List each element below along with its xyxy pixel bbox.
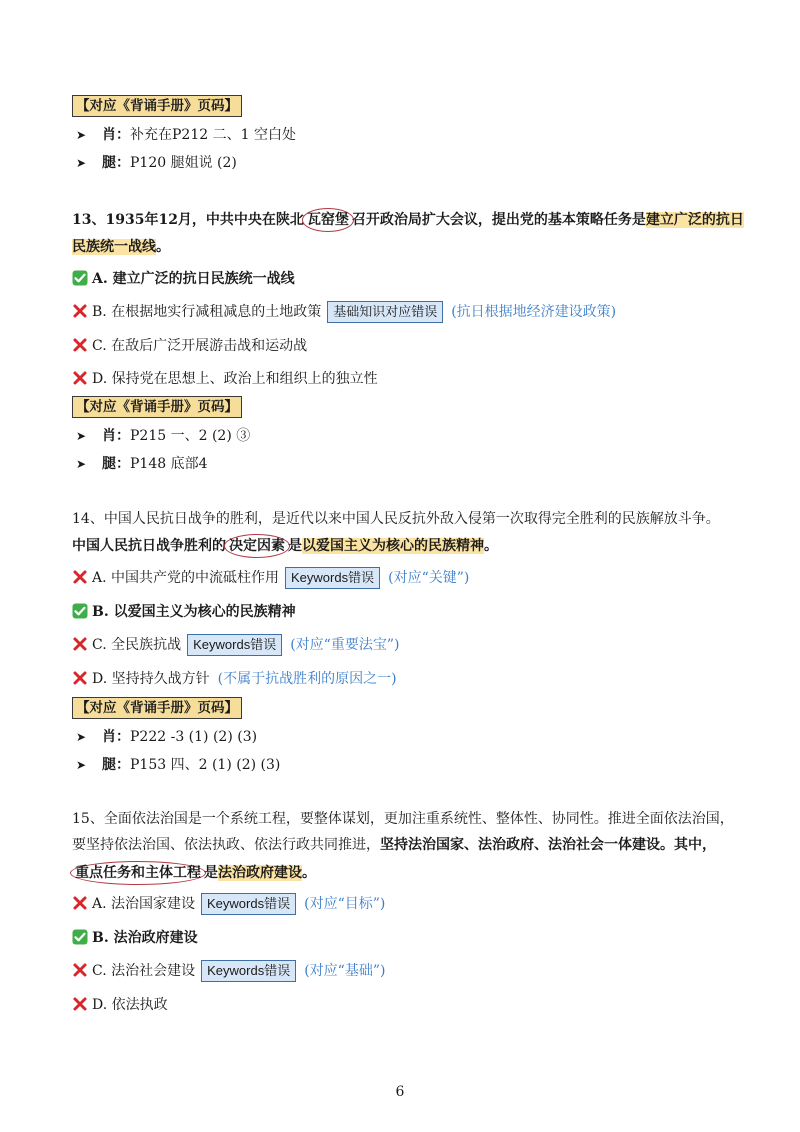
page-number: 6	[395, 1084, 405, 1100]
q13-option-a: A. 建立广泛的抗日民族统一战线	[72, 268, 295, 290]
question-14-stem-line2: 中国人民抗日战争胜利的 决定因素 是以爱国主义为核心的民族精神。	[72, 534, 498, 556]
q15-option-b: B. 法治政府建设	[72, 927, 198, 949]
tui-ref: ➤ 腿：P148 底部4	[76, 453, 208, 475]
check-box-icon	[72, 603, 88, 619]
red-x-icon	[72, 303, 88, 319]
red-x-icon	[72, 370, 88, 386]
q15-option-a: A. 法治国家建设 Keywords错误 (对应“目标”)	[72, 893, 385, 915]
question-15-stem-line2: 要坚持依法治国、依法执政、依法行政共同推进，坚持法治国家、法治政府、法治社会一体建设。其中，	[72, 837, 716, 853]
arrow-bullet-icon: ➤	[76, 758, 87, 772]
arrow-bullet-icon: ➤	[76, 128, 87, 142]
arrow-bullet-icon: ➤	[76, 429, 87, 443]
tui-ref: ➤ 腿：P120 腿姐说 (2)	[76, 152, 237, 174]
check-box-icon	[72, 270, 88, 286]
question-15-stem-line1: 15、全面依法治国是一个系统工程，要整体谋划，更加注重系统性、整体性、协同性。推进全面依法治国，	[72, 811, 734, 827]
handbook-header: 【对应《背诵手册》页码】	[72, 697, 242, 719]
question-13-stem-line2: 民族统一战线。	[72, 239, 170, 255]
xiao-ref: ➤ 肖：P222 -3 (1) (2) (3)	[76, 726, 257, 748]
error-tag: Keywords错误	[187, 634, 282, 656]
circled-keyword: 决定因素	[224, 534, 290, 558]
error-tag: 基础知识对应错误	[327, 301, 443, 323]
error-tag: Keywords错误	[201, 960, 296, 982]
red-x-icon	[72, 996, 88, 1012]
q13-option-c: C. 在敌后广泛开展游击战和运动战	[72, 335, 307, 357]
red-x-icon	[72, 670, 88, 686]
q14-option-d: D. 坚持持久战方针 (不属于抗战胜利的原因之一)	[72, 668, 397, 690]
red-x-icon	[72, 569, 88, 585]
arrow-bullet-icon: ➤	[76, 156, 87, 170]
q15-option-c: C. 法治社会建设 Keywords错误 (对应“基础”)	[72, 960, 385, 982]
red-x-icon	[72, 337, 88, 353]
q14-option-c: C. 全民族抗战 Keywords错误 (对应“重要法宝”)	[72, 634, 399, 656]
question-13-stem-line1: 13、1935年12月，中共中央在陕北 瓦窑堡 召开政治局扩大会议，提出党的基本策略任务是建立广泛的抗日	[72, 208, 744, 230]
q15-option-d: D. 依法执政	[72, 994, 168, 1016]
handbook-header: 【对应《背诵手册》页码】	[72, 396, 242, 418]
red-x-icon	[72, 895, 88, 911]
q13-option-d: D. 保持党在思想上、政治上和组织上的独立性	[72, 368, 378, 390]
q14-option-a: A. 中国共产党的中流砥柱作用 Keywords错误 (对应“关键”)	[72, 567, 469, 589]
handbook-header: 【对应《背诵手册》页码】	[72, 95, 242, 117]
xiao-ref: ➤ 肖：补充在P212 二、1 空白处	[76, 124, 296, 146]
tui-ref: ➤ 腿：P153 四、2 (1) (2) (3)	[76, 754, 280, 776]
arrow-bullet-icon: ➤	[76, 457, 87, 471]
xiao-ref: ➤ 肖：P215 一、2 (2) ③	[76, 425, 250, 447]
question-14-stem-line1: 14、中国人民抗日战争的胜利，是近代以来中国人民反抗外敌入侵第一次取得完全胜利的民族解放斗争。	[72, 511, 720, 527]
q13-option-b: B. 在根据地实行减租减息的土地政策 基础知识对应错误 (抗日根据地经济建设政策)	[72, 301, 616, 323]
error-tag: Keywords错误	[201, 893, 296, 915]
red-x-icon	[72, 636, 88, 652]
arrow-bullet-icon: ➤	[76, 730, 87, 744]
error-tag: Keywords错误	[285, 567, 380, 589]
check-box-icon	[72, 929, 88, 945]
q14-option-b: B. 以爱国主义为核心的民族精神	[72, 601, 296, 623]
red-x-icon	[72, 962, 88, 978]
circled-keyword: 重点任务和主体工程	[70, 861, 206, 885]
circled-keyword: 瓦窑堡	[302, 208, 354, 232]
question-15-stem-line3: 重点任务和主体工程 是法治政府建设。	[72, 861, 316, 883]
